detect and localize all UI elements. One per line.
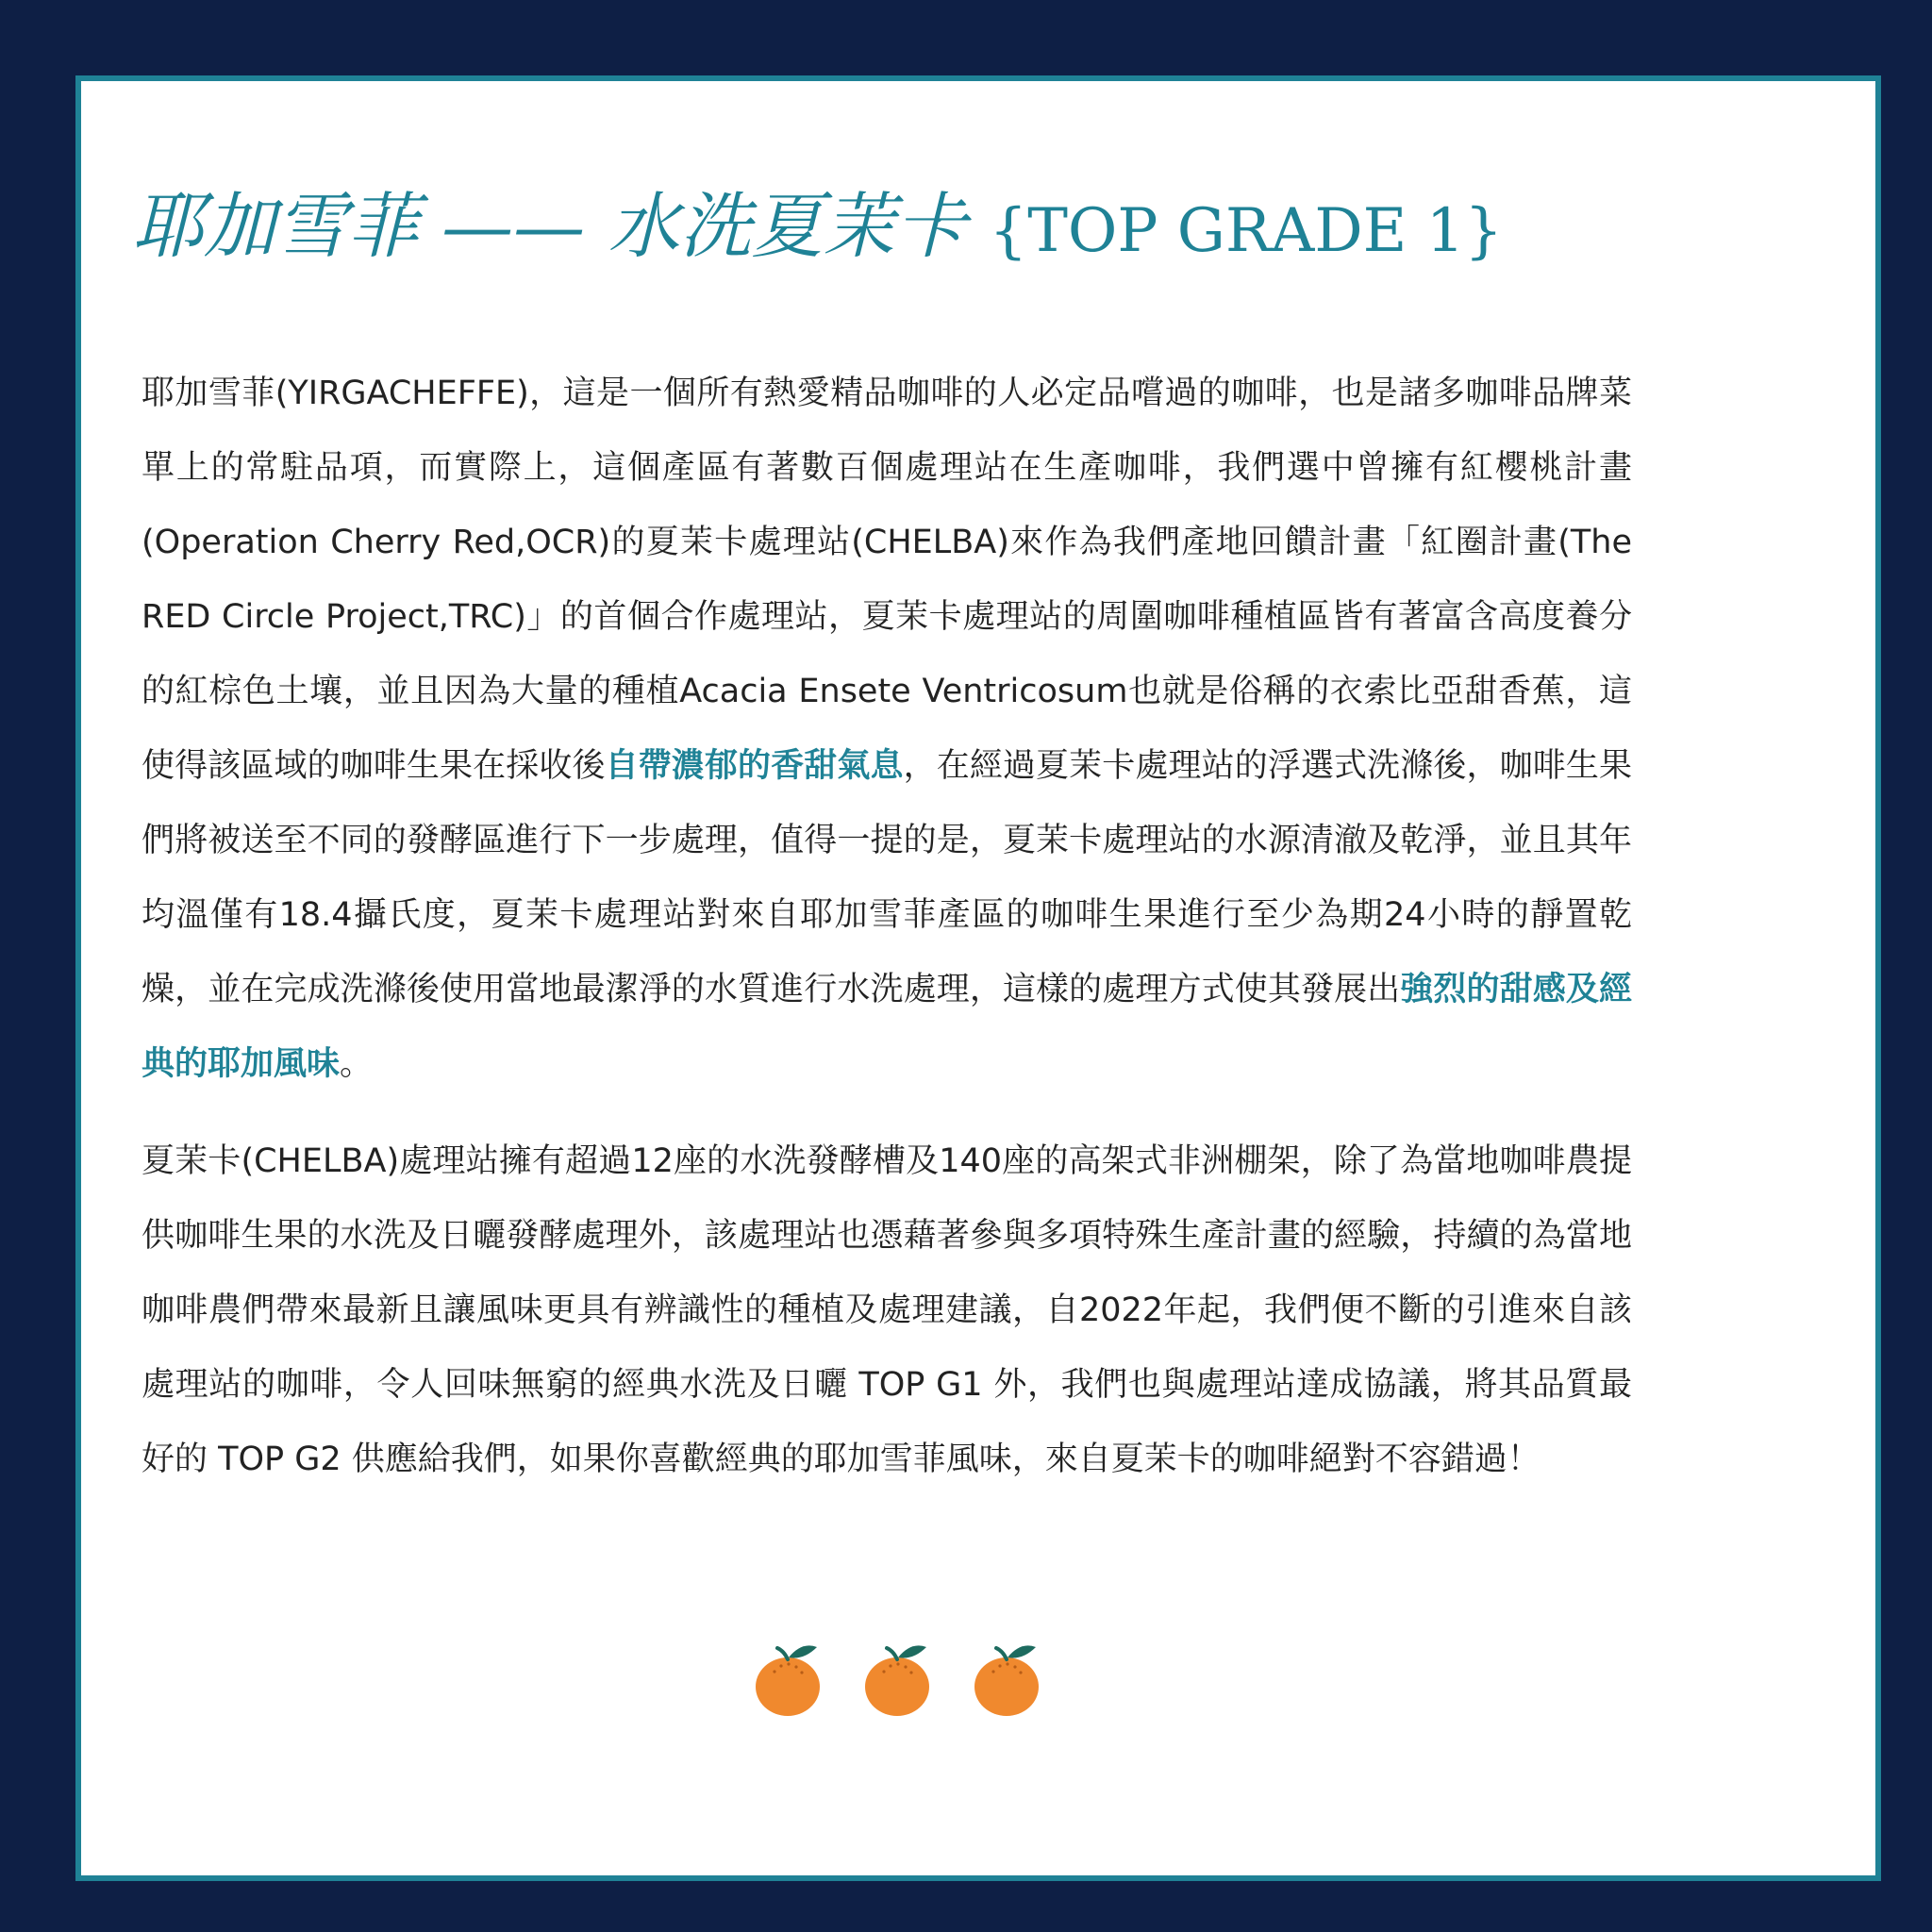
paragraph-text: ，在經過夏茉卡處理站的浮選式洗滌後，咖啡生果們將被送至不同的發酵區進行下一步處理，值得一提的是，夏茉卡處理站的水源清澈及乾淨，並且其年均溫僅有18.4攝氏度，夏茉卡處理站對來自耶加雪菲產區的咖啡生果進行至少為期24小時的靜置乾燥，並在完成洗滌後使用當地最潔淨的水質進行水洗處理，這樣的處理方式使其發展出 [142, 747, 1632, 1008]
highlight-flavor: 強烈的甜感及經典的耶加風味 [142, 971, 1632, 1083]
paragraph-text: 。 [340, 1045, 374, 1083]
paragraph-text: 耶加雪菲(YIRGACHEFFE)，這是一個所有熱愛精品咖啡的人必定品嚐過的咖啡，也是諸多咖啡品牌菜單上的常駐品項，而實際上，這個產區有著數百個處理站在生產咖啡，我們選中曾擁有紅櫻桃計畫(Operation Cherry Red,OCR)的夏茉卡處理站(CHELBA)來作為我們產地回饋計畫「紅圈計畫(The RED Circle Project,TRC)」的首個合作處理站，夏茉卡處理站的周圍咖啡種植區皆有著富含高度養分的紅棕色土壤，並且因為大量的種植Acacia Ensete Ventricosum也就是俗稱的衣索比亞甜香蕉，這使得該區域的咖啡生果在採收後 [142, 375, 1632, 785]
paragraph-station [142, 1124, 1632, 1497]
highlight-aroma: 自帶濃郁的香甜氣息 [605, 747, 904, 785]
orange-icon [974, 1645, 1039, 1716]
title-main: 耶加雪菲 —— 水洗夏茉卡 [132, 184, 967, 268]
orange-decoration [745, 1623, 1047, 1726]
title-grade-tag: {TOP GRADE 1} [989, 196, 1504, 266]
orange-icon [865, 1645, 929, 1716]
article-body [142, 357, 1632, 1497]
paragraph-text: 夏茉卡(CHELBA)處理站擁有超過12座的水洗發酵槽及140座的高架式非洲棚架，除了為當地咖啡農提供咖啡生果的水洗及日曬發酵處理外，該處理站也憑藉著參與多項特殊生產計畫的經驗，持續的為當地咖啡農們帶來最新且讓風味更具有辨識性的種植及處理建議，自2022年起，我們便不斷的引進來自該處理站的咖啡，令人回味無窮的經典水洗及日曬 TOP G1 外，我們也與處理站達成協議，將其品質最好的 TOP G2 供應給我們，如果你喜歡經典的耶加雪菲風味，來自夏茉卡的咖啡絕對不容錯過！ [142, 1142, 1632, 1478]
orange-icon [756, 1645, 820, 1716]
page-title [132, 179, 1717, 278]
paragraph-origin [142, 357, 1632, 1102]
